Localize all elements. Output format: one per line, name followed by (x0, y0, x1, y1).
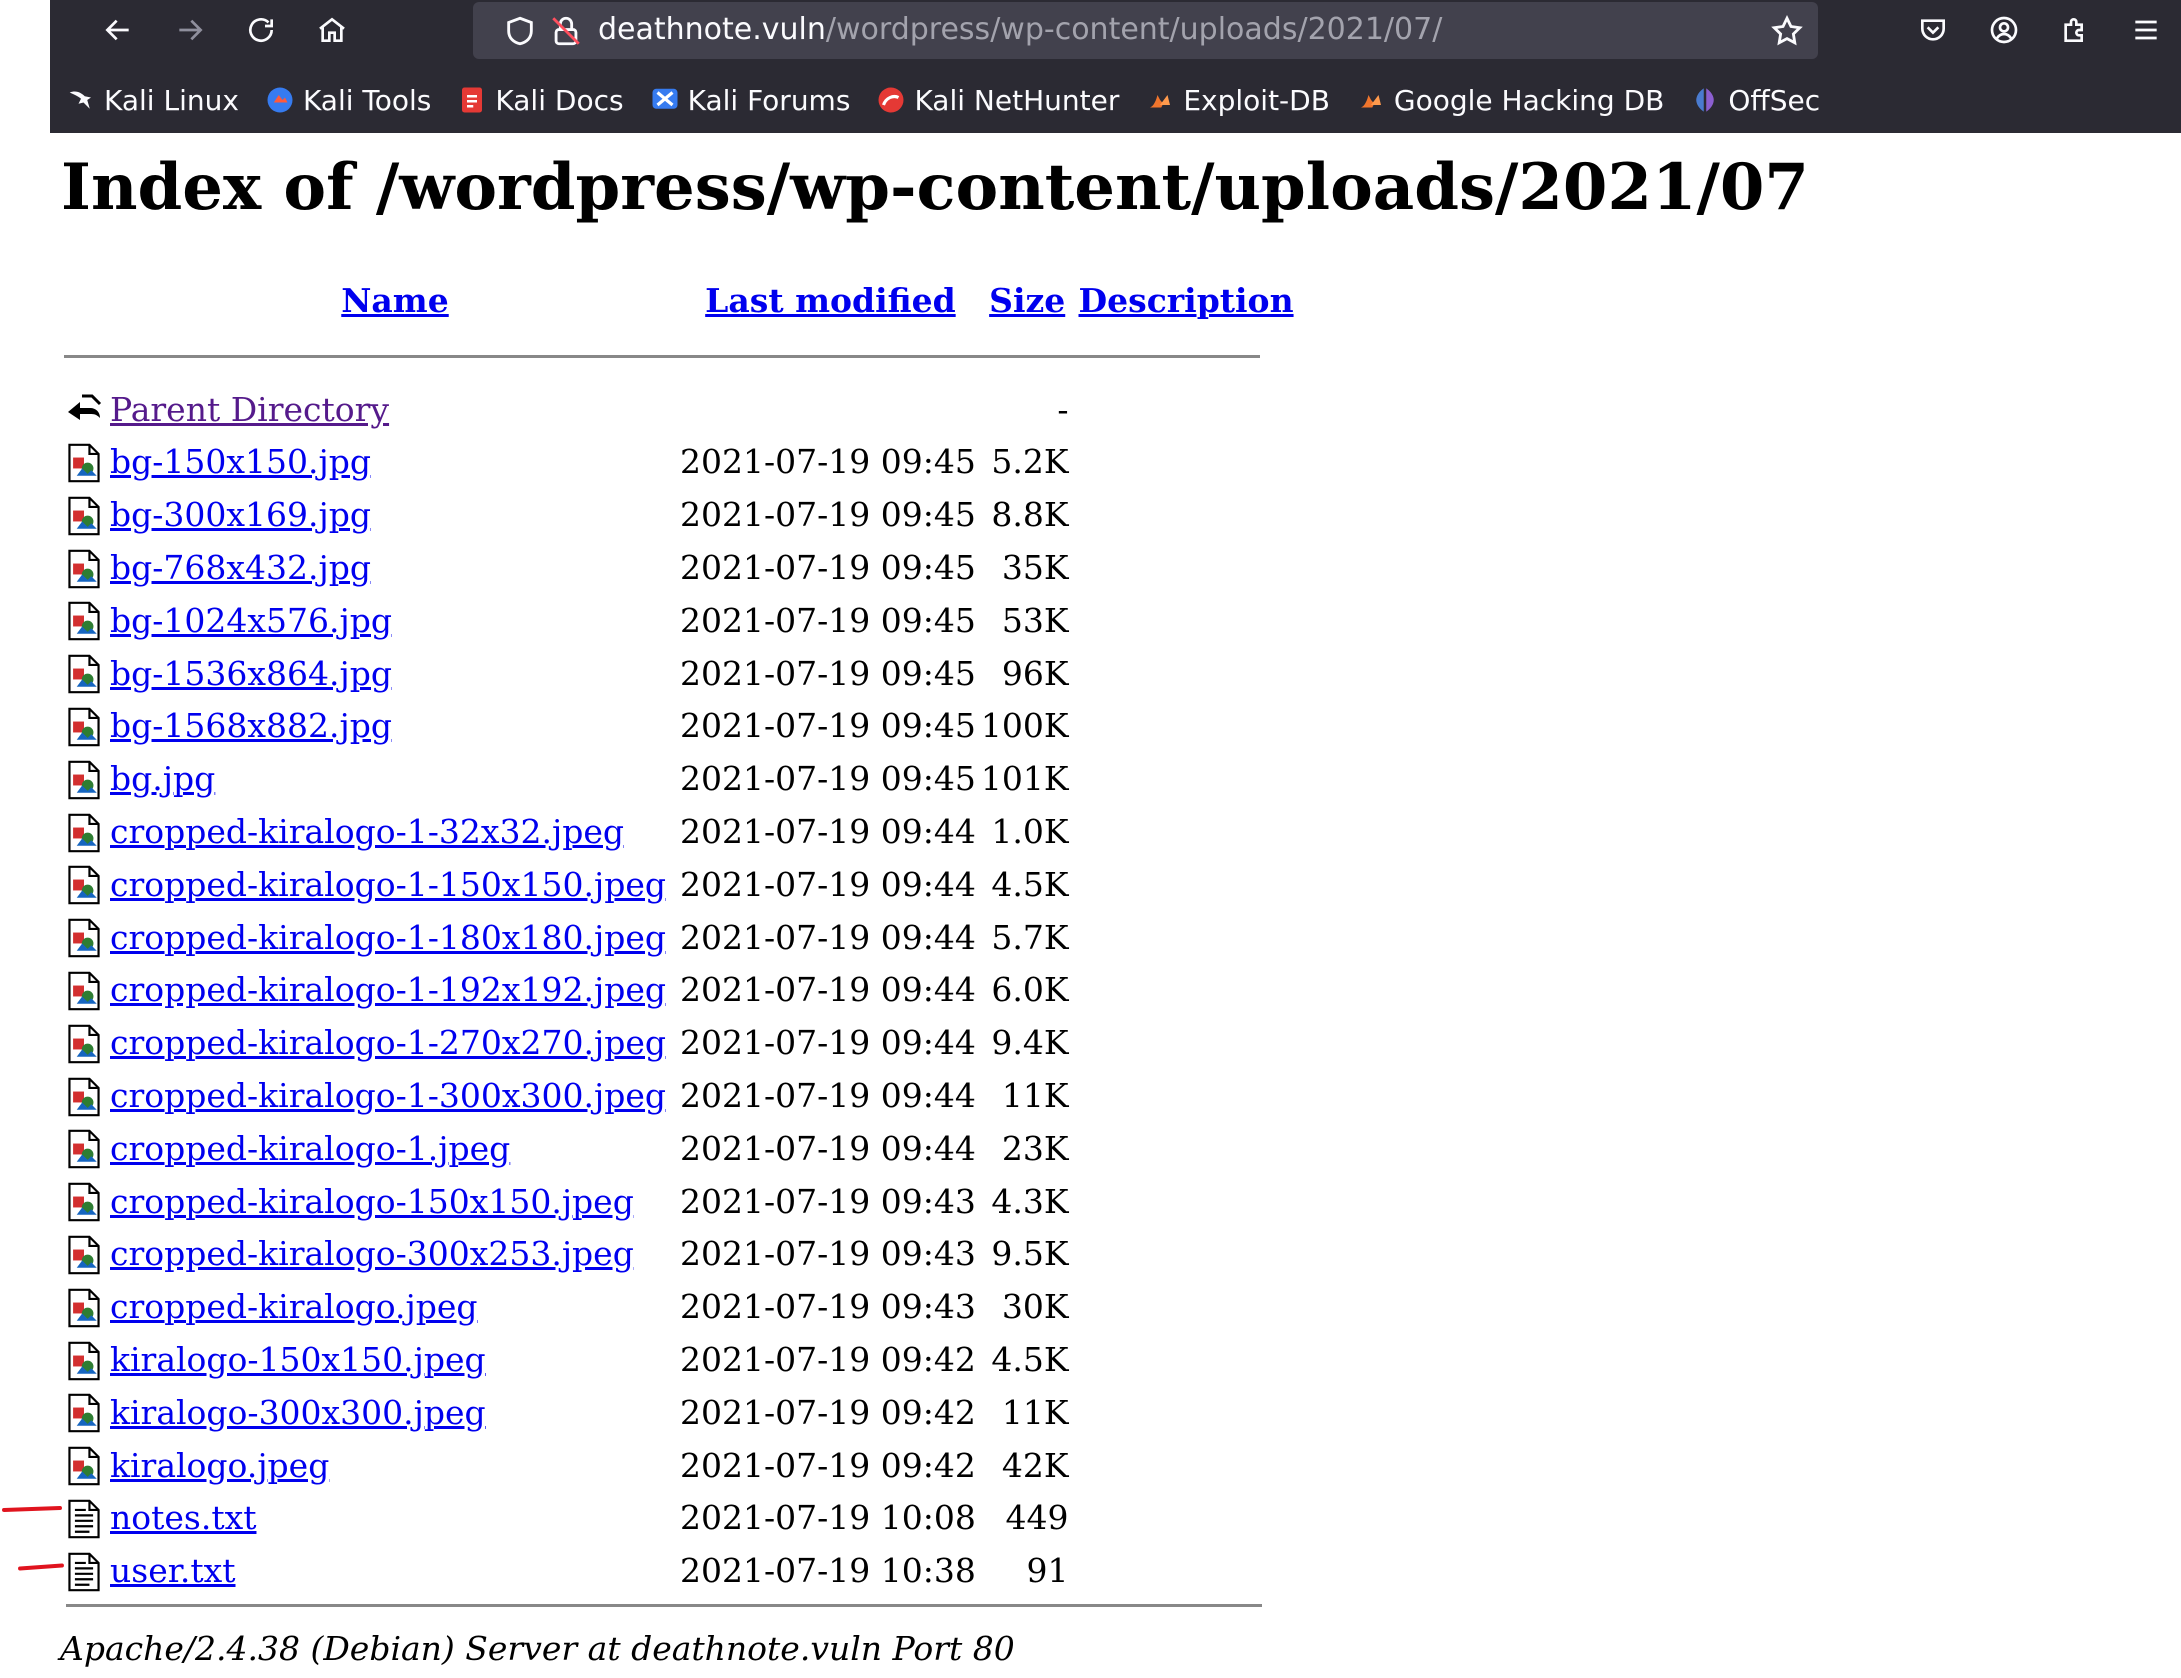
directory-listing (64, 270, 1299, 1650)
back-button[interactable] (94, 6, 142, 54)
image-file-icon (64, 1235, 104, 1275)
file-date: 2021-07-19 09:44 (680, 917, 976, 957)
file-description (1074, 1228, 1299, 1281)
file-link[interactable]: bg-1024x576.jpg (110, 600, 392, 640)
file-date: 2021-07-19 10:38 (680, 1551, 976, 1591)
parent-directory-link[interactable]: Parent Directory (110, 389, 390, 429)
sort-by-description-link[interactable]: Description (1078, 280, 1294, 320)
pocket-icon (1917, 14, 1949, 46)
file-size: 100K (980, 706, 1069, 746)
file-size: 8.8K (991, 495, 1069, 535)
file-link[interactable]: bg-768x432.jpg (110, 548, 371, 588)
file-description (1074, 1016, 1299, 1069)
file-size: 4.5K (991, 864, 1069, 904)
text-file-icon (64, 1499, 104, 1539)
file-row (64, 1228, 1299, 1281)
file-row (64, 488, 1299, 541)
image-file-icon (64, 707, 104, 747)
back-arrow-icon (64, 390, 104, 430)
file-size: 6.0K (991, 970, 1069, 1010)
file-row (64, 1069, 1299, 1122)
account-button[interactable] (1980, 6, 2028, 54)
server-signature: Apache/2.4.38 (Debian) Server at deathnote.vuln Port 80 (60, 1629, 1015, 1668)
bookmark-label: Google Hacking DB (1393, 83, 1665, 117)
file-date: 2021-07-19 09:44 (680, 1076, 976, 1116)
file-size: 9.5K (991, 1234, 1069, 1274)
file-link[interactable]: kiralogo-150x150.jpeg (110, 1340, 486, 1380)
file-size: 23K (1001, 1128, 1069, 1168)
image-file-icon (64, 443, 104, 483)
file-date: 2021-07-19 09:44 (680, 864, 976, 904)
file-row (64, 911, 1299, 964)
file-size: 9.4K (991, 1023, 1069, 1063)
file-description (1074, 752, 1299, 805)
arrow-left-icon (102, 14, 134, 46)
file-size: 11K (1001, 1392, 1069, 1432)
bookmark-label: Kali Linux (104, 83, 239, 117)
file-row (64, 1016, 1299, 1069)
image-file-icon (64, 918, 104, 958)
file-link[interactable]: cropped-kiralogo-1-300x300.jpeg (110, 1076, 666, 1116)
reload-icon (245, 14, 277, 46)
file-link[interactable]: cropped-kiralogo.jpeg (110, 1287, 478, 1327)
file-size: 1.0K (991, 812, 1069, 852)
file-date: 2021-07-19 09:44 (680, 1128, 976, 1168)
bookmark-label: Kali Docs (495, 83, 624, 117)
reload-button[interactable] (237, 6, 285, 54)
image-file-icon (64, 1446, 104, 1486)
url-bar[interactable] (473, 2, 1818, 59)
offsec-icon (1690, 85, 1720, 115)
file-link[interactable]: user.txt (110, 1551, 236, 1591)
bookmark-label: Kali Forums (687, 83, 851, 117)
bookmark-kali-nethunter[interactable] (876, 84, 1119, 117)
sort-by-name-link[interactable]: Name (341, 280, 449, 320)
file-size: 42K (1001, 1445, 1069, 1485)
file-description (1074, 1122, 1299, 1175)
file-link[interactable]: cropped-kiralogo-1-180x180.jpeg (110, 917, 666, 957)
bookmark-kali-linux[interactable] (66, 84, 239, 117)
file-size: 4.3K (991, 1181, 1069, 1221)
file-row (64, 1492, 1299, 1545)
file-row (64, 1333, 1299, 1386)
home-button[interactable] (308, 6, 356, 54)
kali-docs-icon (457, 85, 487, 115)
file-link[interactable]: notes.txt (110, 1498, 257, 1538)
file-row (64, 541, 1299, 594)
file-date: 2021-07-19 09:43 (680, 1181, 976, 1221)
file-description (1074, 805, 1299, 858)
image-file-icon (64, 1024, 104, 1064)
file-date: 2021-07-19 09:45 (680, 548, 976, 588)
bookmark-label: OffSec (1728, 83, 1821, 117)
image-file-icon (64, 760, 104, 800)
kali-forums-icon (650, 85, 680, 115)
image-file-icon (64, 654, 104, 694)
file-description (1074, 858, 1299, 911)
file-description (1074, 1333, 1299, 1386)
file-row (64, 1386, 1299, 1439)
insecure-lock-icon[interactable] (549, 14, 583, 48)
image-file-icon (64, 549, 104, 589)
file-row (64, 700, 1299, 753)
parent-directory-row (64, 383, 1299, 436)
file-size: 5.7K (991, 917, 1069, 957)
bookmark-kali-tools[interactable] (265, 84, 431, 117)
kali-nethunter-icon (876, 85, 906, 115)
file-row (64, 436, 1299, 489)
bookmark-label: Exploit-DB (1183, 83, 1330, 117)
icon-column-header (64, 270, 110, 330)
annotation-mark-notes (2, 1506, 62, 1512)
file-row (64, 1280, 1299, 1333)
hamburger-icon (2130, 14, 2162, 46)
annotation-mark-user (18, 1563, 64, 1570)
image-file-icon (64, 1341, 104, 1381)
image-file-icon (64, 496, 104, 536)
file-link[interactable]: cropped-kiralogo-1-150x150.jpeg (110, 864, 666, 904)
last-modified-column-header (680, 270, 981, 330)
file-row (64, 1175, 1299, 1228)
menu-button[interactable] (2122, 6, 2170, 54)
text-file-icon (64, 1552, 104, 1592)
arrow-right-icon (174, 14, 206, 46)
file-row (64, 964, 1299, 1017)
file-link[interactable]: cropped-kiralogo-1.jpeg (110, 1128, 511, 1168)
file-link[interactable]: cropped-kiralogo-1-192x192.jpeg (110, 970, 666, 1010)
file-size: 53K (1001, 600, 1069, 640)
file-date: 2021-07-19 09:43 (680, 1287, 976, 1327)
file-date: 2021-07-19 09:43 (680, 1234, 976, 1274)
size-column-header (981, 270, 1074, 330)
file-link[interactable]: cropped-kiralogo-150x150.jpeg (110, 1181, 634, 1221)
puzzle-icon (2059, 14, 2091, 46)
file-date: 2021-07-19 09:45 (680, 442, 976, 482)
file-link[interactable]: bg-1568x882.jpg (110, 706, 392, 746)
image-file-icon (64, 1077, 104, 1117)
file-description (1074, 1439, 1299, 1492)
file-description (1074, 911, 1299, 964)
image-file-icon (64, 1182, 104, 1222)
file-date: 2021-07-19 09:44 (680, 1023, 976, 1063)
forward-button[interactable] (166, 6, 214, 54)
file-description (1074, 1492, 1299, 1545)
file-description (1074, 541, 1299, 594)
file-date: 2021-07-19 09:42 (680, 1340, 976, 1380)
file-date: 2021-07-19 09:45 (680, 600, 976, 640)
file-row (64, 858, 1299, 911)
bookmark-kali-forums[interactable] (650, 84, 851, 117)
file-link[interactable]: bg-300x169.jpg (110, 495, 371, 535)
file-date: 2021-07-19 09:44 (680, 970, 976, 1010)
file-row (64, 1544, 1299, 1597)
file-size: 91 (1026, 1551, 1069, 1591)
image-file-icon (64, 971, 104, 1011)
file-size: 30K (1001, 1287, 1069, 1327)
image-file-icon (64, 1288, 104, 1328)
file-description (1074, 1386, 1299, 1439)
file-row (64, 1122, 1299, 1175)
file-date: 2021-07-19 09:42 (680, 1392, 976, 1432)
file-link[interactable]: cropped-kiralogo-1-32x32.jpeg (110, 812, 624, 852)
file-size: 11K (1001, 1076, 1069, 1116)
file-description (1074, 700, 1299, 753)
bookmark-offsec[interactable] (1690, 84, 1820, 117)
file-size: 96K (1001, 653, 1069, 693)
page-title: Index of /wordpress/wp-content/uploads/2021/07 (61, 150, 1809, 225)
header-divider-row (64, 330, 1299, 383)
browser-toolbar (50, 0, 2181, 133)
file-size: 5.2K (991, 442, 1069, 482)
file-row (64, 805, 1299, 858)
tracking-shield-icon[interactable] (503, 14, 537, 48)
file-size: 449 (1005, 1498, 1069, 1538)
exploit-db-icon (1145, 85, 1175, 115)
parent-size: - (1057, 389, 1069, 429)
sort-by-size-link[interactable]: Size (989, 280, 1066, 320)
kali-tools-icon (265, 85, 295, 115)
file-description (1074, 647, 1299, 700)
bookmarks-toolbar (66, 78, 1846, 122)
file-link[interactable]: bg.jpg (110, 759, 216, 799)
image-file-icon (64, 601, 104, 641)
listing-header-row (64, 270, 1299, 330)
file-date: 2021-07-19 09:45 (680, 495, 976, 535)
file-description (1074, 964, 1299, 1017)
ghdb-icon (1356, 85, 1386, 115)
file-row (64, 647, 1299, 700)
url-path: /wordpress/wp-content/uploads/2021/07/ (825, 12, 1443, 47)
file-description (1074, 1069, 1299, 1122)
file-link[interactable]: kiralogo.jpeg (110, 1445, 330, 1485)
file-description (1074, 1175, 1299, 1228)
kali-dragon-icon (66, 85, 96, 115)
home-icon (316, 14, 348, 46)
file-date: 2021-07-19 09:45 (680, 653, 976, 693)
image-file-icon (64, 813, 104, 853)
file-link[interactable]: cropped-kiralogo-1-270x270.jpeg (110, 1023, 666, 1063)
file-description (1074, 594, 1299, 647)
file-size: 101K (980, 759, 1069, 799)
bookmark-google-hacking-db[interactable] (1356, 84, 1664, 117)
file-link[interactable]: cropped-kiralogo-300x253.jpeg (110, 1234, 634, 1274)
header-divider (64, 355, 1260, 358)
extensions-button[interactable] (2051, 6, 2099, 54)
file-link[interactable]: bg-1536x864.jpg (110, 653, 392, 693)
image-file-icon (64, 865, 104, 905)
pocket-button[interactable] (1909, 6, 1957, 54)
file-date: 2021-07-19 09:42 (680, 1445, 976, 1485)
file-description (1074, 436, 1299, 489)
file-link[interactable]: bg-150x150.jpg (110, 442, 371, 482)
bookmark-label: Kali NetHunter (914, 83, 1120, 117)
file-link[interactable]: kiralogo-300x300.jpeg (110, 1392, 486, 1432)
file-date: 2021-07-19 09:45 (680, 706, 976, 746)
file-description (1074, 1544, 1299, 1597)
file-row (64, 752, 1299, 805)
bookmark-label: Kali Tools (302, 83, 432, 117)
image-file-icon (64, 1393, 104, 1433)
url-host: deathnote.vuln (598, 12, 826, 47)
file-date: 2021-07-19 09:45 (680, 759, 976, 799)
image-file-icon (64, 1129, 104, 1169)
file-date: 2021-07-19 10:08 (680, 1498, 976, 1538)
file-description (1074, 1280, 1299, 1333)
account-icon (1988, 14, 2020, 46)
url-text[interactable] (598, 12, 1442, 48)
footer-divider (66, 1604, 1262, 1607)
name-column-header (110, 270, 680, 330)
file-row (64, 1439, 1299, 1492)
file-date: 2021-07-19 09:44 (680, 812, 976, 852)
sort-by-date-link[interactable]: Last modified (705, 280, 956, 320)
description-column-header (1074, 270, 1299, 330)
bookmark-exploit-db[interactable] (1145, 84, 1330, 117)
file-description (1074, 488, 1299, 541)
bookmark-kali-docs[interactable] (457, 84, 623, 117)
file-row (64, 594, 1299, 647)
bookmark-star-icon[interactable] (1770, 14, 1804, 48)
file-size: 4.5K (991, 1340, 1069, 1380)
file-size: 35K (1001, 548, 1069, 588)
